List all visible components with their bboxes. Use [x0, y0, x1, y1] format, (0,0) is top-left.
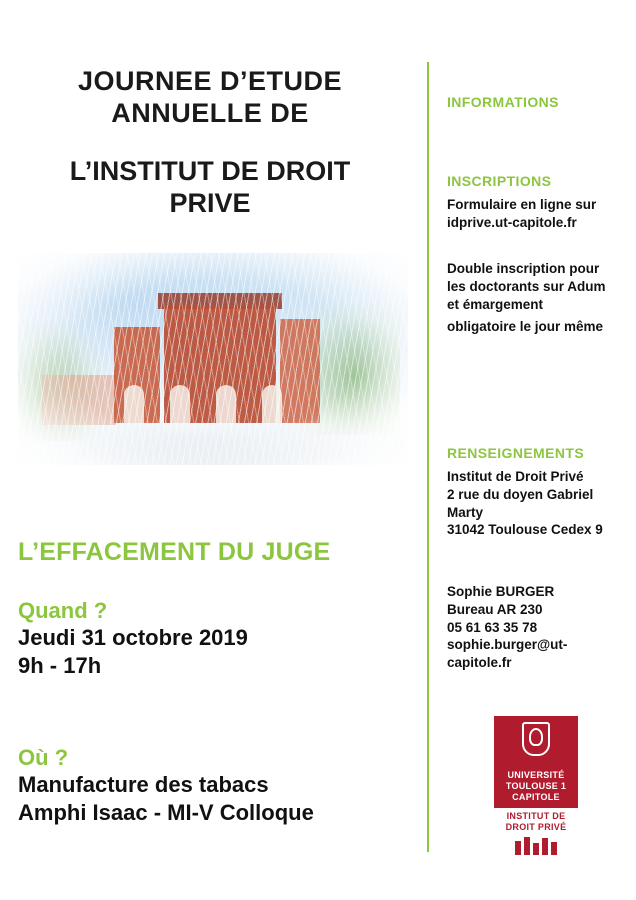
inscriptions-line-6: obligatoire le jour même [447, 319, 604, 334]
contact-email-line-1[interactable]: sophie.burger@ut- [447, 637, 568, 653]
conference-theme: L’EFFACEMENT DU JUGE [18, 538, 331, 566]
vertical-divider [427, 62, 429, 852]
inscriptions-online-block [447, 196, 619, 232]
renseignements-heading: RENSEIGNEMENTS [447, 445, 585, 461]
title-line-3: L’INSTITUT DE DROIT [69, 155, 351, 186]
where-label: Où ? [18, 745, 69, 770]
university-logo [494, 716, 578, 855]
inscriptions-url[interactable]: idprive.ut-capitole.fr [447, 214, 577, 230]
informations-heading: INFORMATIONS [447, 94, 559, 110]
address-street-1: 2 rue du doyen Gabriel [447, 486, 594, 502]
sketch-vignette [18, 253, 408, 465]
logo-sub-line-2: DROIT PRIVÉ [505, 821, 567, 832]
where-block [18, 745, 418, 827]
title-line-1: JOURNEE D’ETUDE [77, 66, 343, 96]
books-icon [513, 835, 559, 855]
inscriptions-line-4: les doctorants sur Adum [447, 278, 606, 294]
capitole-crest-icon [494, 716, 578, 768]
poster-title [0, 66, 420, 219]
contact-office: Bureau AR 230 [447, 601, 543, 617]
when-label: Quand ? [18, 598, 108, 623]
when-date: Jeudi 31 octobre 2019 [18, 625, 248, 650]
inscriptions-heading: INSCRIPTIONS [447, 173, 552, 189]
inscriptions-line-5: et émargement [447, 296, 544, 312]
renseignements-contact-block [447, 583, 619, 672]
logo-name-line-2: TOULOUSE 1 [505, 780, 567, 791]
contact-name: Sophie BURGER [447, 584, 555, 599]
when-hours: 9h - 17h [18, 653, 102, 679]
title-line-4: PRIVE [169, 187, 251, 218]
title-line-2: ANNUELLE DE [111, 97, 309, 128]
logo-university-name [494, 768, 578, 808]
contact-email-line-2[interactable]: capitole.fr [447, 655, 512, 671]
address-street-2: Marty [447, 504, 484, 520]
logo-sub-line-1: INSTITUT DE [506, 810, 566, 821]
renseignements-address-block [447, 468, 619, 539]
inscriptions-line-3: Double inscription pour [447, 261, 600, 276]
inscriptions-obligation-block [447, 318, 619, 336]
where-venue: Manufacture des tabacs [18, 772, 269, 797]
inscriptions-doctorants-block [447, 260, 619, 313]
logo-name-line-1: UNIVERSITÉ [507, 770, 565, 780]
logo-name-line-3: CAPITOLE [512, 791, 560, 802]
address-city: 31042 Toulouse Cedex 9 [447, 522, 603, 538]
when-block [18, 598, 418, 680]
where-room: Amphi Isaac - MI-V Colloque [18, 800, 314, 826]
contact-phone[interactable]: 05 61 63 35 78 [447, 619, 538, 635]
inscriptions-line-1: Formulaire en ligne sur [447, 197, 597, 212]
address-institute: Institut de Droit Privé [447, 469, 584, 484]
logo-institute-name [494, 811, 578, 855]
cross-icon [529, 728, 543, 746]
building-sketch-image [18, 253, 408, 465]
